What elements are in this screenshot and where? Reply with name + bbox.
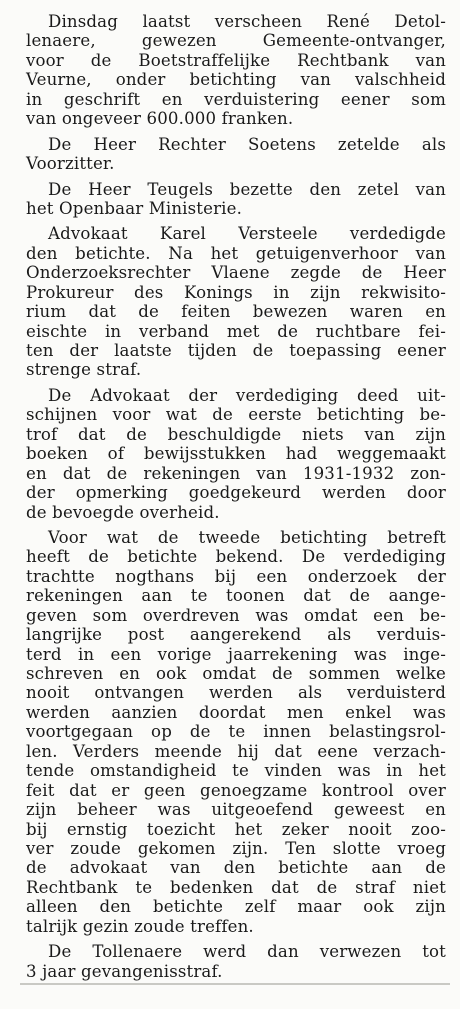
text-line: in geschrift en verduistering eener som	[26, 89, 446, 109]
text-line: eischte in verband met de ruchtbare fei-	[26, 321, 446, 341]
text-line: strenge straf.	[26, 360, 142, 380]
text-line: Veurne, onder betichting van valschheid	[26, 70, 446, 90]
text-line: Prokureur des Konings in zijn rekwisito-	[26, 282, 446, 302]
text-line: De Tollenaere werd dan verwezen tot	[48, 942, 446, 962]
text-line: den betichte. Na het getuigenverhoor van	[26, 243, 446, 263]
text-line: zijn beheer was uitgeoefend geweest en	[26, 800, 446, 820]
text-line: ten der laatste tijden de toepassing eener	[26, 341, 446, 360]
text-line: len. Verders meende hij dat eene verzach-	[26, 741, 446, 761]
text-line: en dat de rekeningen van 1931-1932 zon-	[26, 463, 446, 483]
text-line: Advokaat Karel Versteele verdedigde	[48, 224, 446, 244]
text-line: 3 jaar gevangenisstraf.	[26, 961, 223, 981]
text-line: nooit ontvangen werden als verduisterd	[26, 683, 446, 703]
article-paragraph	[26, 12, 446, 129]
article-paragraph	[26, 386, 446, 522]
text-line: De Advokaat der verdediging deed uit-	[48, 385, 446, 405]
text-line: Onderzoeksrechter Vlaene zegde de Heer	[26, 263, 446, 283]
bottom-rule	[20, 983, 450, 985]
article-paragraph	[26, 180, 446, 219]
text-line: alleen den betichte zelf maar ook zijn	[26, 897, 446, 917]
text-line: schijnen voor wat de eerste betichting be-	[26, 405, 446, 425]
text-line: langrijke post aangerekend als verduis-	[26, 625, 446, 645]
text-line: ver zoude gekomen zijn. Ten slotte vroeg	[26, 838, 446, 858]
text-line: Voor wat de tweede betichting betreft	[48, 527, 446, 547]
text-line: terd in een vorige jaarrekening was inge-	[26, 644, 446, 664]
text-line: talrijk gezin zoude treffen.	[26, 916, 254, 936]
text-line: heeft de betichte bekend. De verdediging	[26, 547, 446, 567]
text-line: lenaere, gewezen Gemeente-ontvanger,	[26, 31, 446, 51]
article-paragraph	[26, 135, 446, 174]
text-line: bij ernstig toezicht het zeker nooit zoo-	[26, 819, 446, 839]
text-line: werden aanzien doordat men enkel was	[26, 702, 446, 722]
text-line: rium dat de feiten bewezen waren en	[26, 302, 446, 322]
text-line: De Heer Teugels bezette den zetel van	[48, 179, 446, 199]
text-line: feit dat er geen genoegzame kontrool over	[26, 780, 446, 800]
text-line: de bevoegde overheid.	[26, 502, 220, 522]
text-line: schreven en ook omdat de sommen welke	[26, 664, 446, 683]
text-line: geven som overdreven was omdat een be-	[26, 605, 446, 625]
article-paragraph	[26, 528, 446, 936]
text-line: trachtte nogthans bij een onderzoek der	[26, 566, 446, 586]
article-paragraph	[26, 224, 446, 380]
text-line: Dinsdag laatst verscheen René Detol-	[48, 12, 446, 31]
text-line: tende omstandigheid te vinden was in het	[26, 761, 446, 781]
text-line: De Heer Rechter Soetens zetelde als	[48, 134, 446, 154]
text-line: voor de Boetstraffelijke Rechtbank van	[26, 50, 446, 70]
article-column	[26, 12, 446, 981]
text-line: rekeningen aan te toonen dat de aange-	[26, 586, 446, 606]
text-line: boeken of bewijsstukken had weggemaakt	[26, 444, 446, 464]
text-line: trof dat de beschuldigde niets van zijn	[26, 424, 446, 444]
article-paragraph	[26, 942, 446, 981]
text-line: Voorzitter.	[26, 154, 115, 174]
text-line: voortgegaan op de te innen belastingsrol-	[26, 722, 446, 742]
text-line: Rechtbank te bedenken dat de straf niet	[26, 877, 446, 897]
text-line: het Openbaar Ministerie.	[26, 198, 243, 218]
text-line: van ongeveer 600.000 franken.	[26, 109, 294, 129]
text-line: de advokaat van den betichte aan de	[26, 858, 446, 878]
text-line: der opmerking goedgekeurd werden door	[26, 483, 446, 503]
